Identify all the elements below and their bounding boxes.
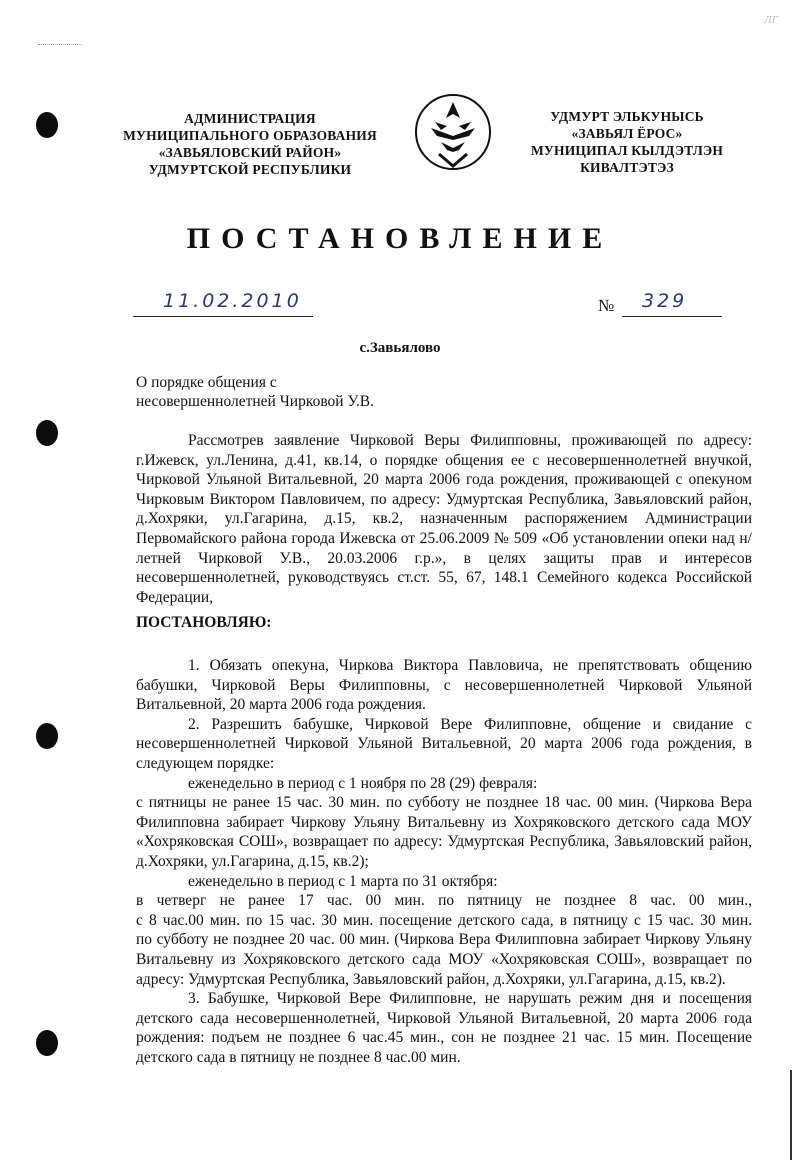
item-2-period-1-text: с пятницы не ранее 15 час. 30 мин. по субботу не позднее 18 час. 00 мин. (Чиркова Вера Филипповна забирает Чиркову Ульяну Витальевну из Хохряковского детского сада МОУ «Хохряковская СОШ», возвращает по адресу: Удмуртская Республика, Завьяловский район, д.Хохряки, ул.Гагарина, д.15, кв.2);: [136, 794, 752, 870]
header-right-line: МУНИЦИПАЛ КЫЛДЭТЛЭН: [530, 143, 724, 158]
header-right-line: КИВАЛТЭТЭЗ: [580, 160, 674, 175]
binder-hole: [36, 723, 58, 749]
resolution-items: [136, 656, 752, 1067]
header-right: [512, 108, 742, 176]
binder-hole: [36, 112, 58, 138]
document-place: с.Завьялово: [359, 340, 441, 356]
item-2-period-2-line-2: с 8 час.00 мин. по 15 час. 30 мин. посещение детского сада, в пятницу с 15 час. 30 мин.: [136, 911, 752, 929]
header-left-line: «ЗАВЬЯЛОВСКИЙ РАЙОН»: [158, 145, 342, 160]
preamble: [136, 431, 752, 607]
document-date: 11.02.2010: [163, 290, 302, 312]
item-2-period-2-text: по субботу не позднее 20 час. 00 мин. (Чиркова Вера Филипповна забирает Чиркову Ульяну Витальевну из Хохряковского детского сада МОУ «Хохряковская СОШ», возвращает по адресу: Удмуртская Республика, Завьяловский район, д.Хохряки, ул.Гагарина, д.15, кв.2).: [136, 931, 752, 988]
item-3: 3. Бабушке, Чирковой Вере Филипповне, не нарушать режим дня и посещения детского сада несовершеннолетней, Чирковой Ульяной Витальевной, 20 марта 2006 года рождения: подъем не позднее 6 час.45 мин., сон не позднее 21 час. 15 мин. Посещение детского сада в пятницу не позднее 8 час.00 мин.: [136, 990, 752, 1066]
scan-edge-mark: [790, 1070, 792, 1160]
number-label: №: [598, 296, 615, 315]
subject-line: О порядке общения с: [136, 374, 277, 391]
preamble-paragraph: Рассмотрев заявление Чирковой Веры Филипповны, проживающей по адресу: г.Ижевск, ул.Ленина, д.41, кв.14, о порядке общения ее с несовершеннолетней внучкой, Чирковой Ульяной Витальевной, 20 марта 2006 года рождения, проживающей с опекуном Чирковым Виктором Павловичем, по адресу: Удмуртская Республика, Завьяловский район, д.Хохряки, ул.Гагарина, д.15, кв.2, назначенным распоряжением Администрации Первомайского района города Ижевска от 25.06.2009 № 509 «Об установлении опеки над н/летней Чирковой У.В., 20.03.2006 г.р.», в целях защиты прав и интересов несовершеннолетней, руководствуясь ст.ст. 55, 67, 148.1 Семейного кодекса Российской Федерации,: [136, 432, 752, 606]
scan-mark: [38, 44, 82, 45]
item-2-period-2-head: еженедельно в период с 1 марта по 31 октября:: [188, 872, 498, 890]
header-left-line: МУНИЦИПАЛЬНОГО ОБРАЗОВАНИЯ: [123, 128, 377, 143]
coat-of-arms-emblem-icon: [413, 92, 493, 172]
header-left-line: УДМУРТСКОЙ РЕСПУБЛИКИ: [148, 162, 352, 177]
corner-mark: ЛГ: [764, 14, 778, 26]
header-left: [110, 110, 390, 178]
header-right-line: «ЗАВЬЯЛ ЁРОС»: [571, 126, 683, 141]
postanovlyayu-heading: ПОСТАНОВЛЯЮ:: [136, 614, 272, 631]
binder-hole: [36, 1030, 58, 1056]
subject-line: несовершеннолетней Чирковой У.В.: [136, 393, 375, 410]
header-left-line: АДМИНИСТРАЦИЯ: [184, 111, 316, 126]
item-2: 2. Разрешить бабушке, Чирковой Вере Филипповне, общение и свидание с несовершеннолетней Чирковой Ульяной Витальевной, 20 марта 2006 года рождения, в следующем порядке:: [136, 715, 752, 772]
document-title: ПОСТАНОВЛЕНИЕ: [186, 222, 614, 255]
item-2-period-2-line-1: в четверг не ранее 17 час. 00 мин. по пятницу не позднее 8 час. 00 мин.,: [136, 892, 752, 910]
binder-hole: [36, 420, 58, 446]
item-2-period-1-head: еженедельно в период с 1 ноября по 28 (29) февраля:: [188, 774, 538, 792]
document-number: 329: [642, 290, 688, 312]
header-right-line: УДМУРТ ЭЛЬКУНЫСЬ: [550, 109, 704, 124]
item-1: 1. Обязать опекуна, Чиркова Виктора Павловича, не препятствовать общению бабушки, Чирковой Веры Филипповны, с несовершеннолетней Чирковой Ульяной Витальевной, 20 марта 2006 года рождения.: [136, 657, 752, 714]
document-subject: [136, 373, 374, 411]
